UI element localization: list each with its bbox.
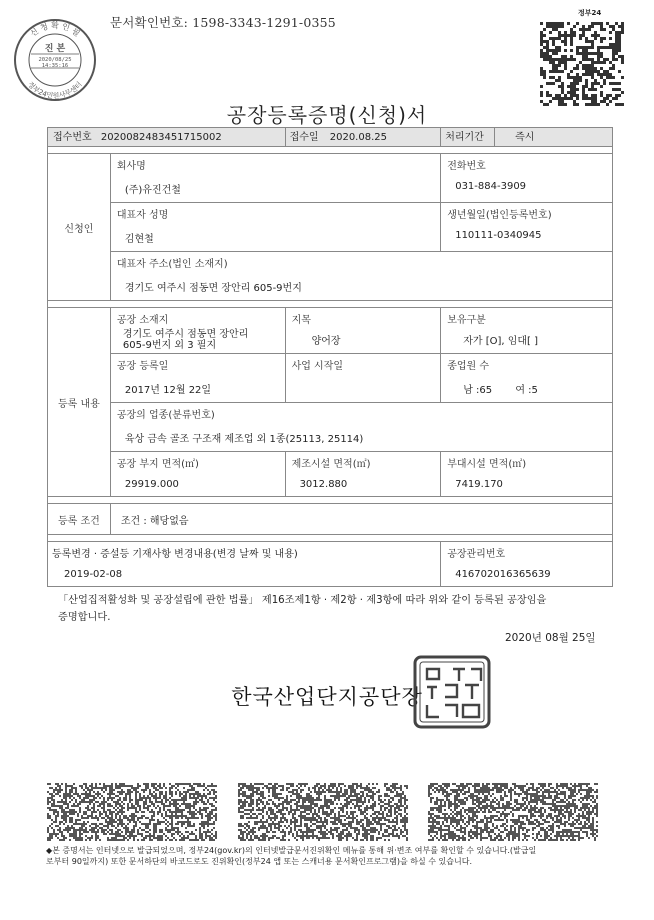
conditions-value: 조건 : 해당없음	[110, 504, 612, 535]
employees-female: 여 :5	[515, 385, 538, 396]
site-area-label: 공장 부지 면적(㎡)	[116, 459, 199, 470]
processing-period-value: 즉시	[495, 128, 613, 147]
birth-label: 생년월일(법인등록번호)	[447, 210, 552, 221]
ownership-value: 자가 [O], 임대[ ]	[463, 336, 539, 347]
applicant-row-2	[48, 203, 613, 252]
aux-area-value: 7419.170	[455, 479, 503, 490]
registration-row-2	[48, 354, 613, 403]
form-table	[47, 127, 613, 587]
location-line2: 605-9번지 외 3 필지	[122, 340, 217, 351]
ownership-label: 보유구분	[447, 315, 486, 326]
mgmt-number-label: 공장관리번호	[447, 549, 506, 560]
changes-label: 등록변경 · 증설등 기재사항 변경내용(변경 날짜 및 내용)	[52, 549, 298, 560]
location-line1: 경기도 여주시 점동면 장안리	[122, 329, 249, 340]
qr-code-icon	[540, 22, 624, 106]
seal-center-text: 진 본	[44, 44, 66, 54]
conditions-section-label: 등록 조건	[48, 504, 111, 535]
company-label: 회사명	[116, 161, 146, 172]
employees-label: 종업원 수	[447, 361, 490, 372]
qr-code	[540, 9, 624, 106]
company-value: (주)유진건철	[124, 185, 181, 196]
registration-row-3	[48, 403, 613, 452]
seal-top-text: 신 청 확 인 필	[28, 21, 82, 39]
svg-text:정부24민원사무센터	[26, 80, 84, 100]
representative-label: 대표자 성명	[116, 210, 169, 221]
footer-line-2: 로부터 90일까지) 또한 문서하단의 바코드로도 진위확인(정부24 앱 또는 스캐너용 문서확인프로그램)을 하실 수 있습니다.	[46, 857, 472, 866]
seal-time: 14:35:16	[41, 63, 69, 69]
industry-value: 육상 금속 골조 구조재 제조업 외 1종(25113, 25114)	[124, 434, 364, 445]
site-area-value: 29919.000	[124, 479, 179, 490]
receipt-row	[48, 128, 613, 147]
location-label: 공장 소재지	[116, 315, 169, 326]
applicant-section-label: 신청인	[48, 154, 111, 301]
land-category-label: 지목	[291, 315, 311, 326]
reg-date-value: 2017년 12월 22일	[124, 385, 212, 396]
reg-date-label: 공장 등록일	[116, 361, 169, 372]
changes-row	[48, 542, 613, 587]
registration-row-1	[48, 308, 613, 354]
official-stamp-icon	[413, 655, 491, 729]
land-category-value: 양어장	[311, 336, 341, 347]
aux-area-label: 부대시설 면적(㎡)	[447, 459, 527, 470]
applicant-row-1	[48, 154, 613, 203]
receipt-number-value: 2020082483451715002	[100, 132, 222, 143]
doc-check-number: 문서확인번호: 1598-3343-1291-0355	[110, 15, 336, 30]
employees-male: 남 :65	[463, 385, 493, 396]
page-title: 공장등록증명(신청)서	[226, 103, 428, 127]
address-value: 경기도 여주시 점동면 장안리 605-9번지	[124, 283, 302, 294]
seal-bottom-text: 정부24민원사무센터	[26, 80, 84, 101]
notice-line-2: 증명합니다.	[58, 612, 111, 623]
svg-text:신 청 확 인 필	[28, 20, 82, 38]
receipt-date-label: 접수일	[289, 132, 319, 143]
barcode-3	[428, 783, 598, 841]
footer-notice	[46, 845, 621, 867]
footer-line-1: ◆본 증명서는 인터넷으로 발급되었으며, 정부24(gov.kr)의 인터넷발급문서진위확인 메뉴를 통해 위·변조 여부를 확인할 수 있습니다.(발급일	[46, 846, 537, 855]
authenticity-seal-icon	[13, 18, 97, 102]
phone-value: 031-884-3909	[455, 181, 527, 192]
applicant-row-3	[48, 252, 613, 301]
certification-notice	[58, 592, 603, 626]
receipt-date-value: 2020.08.25	[329, 132, 387, 143]
notice-line-1: 「산업집적활성화 및 공장설립에 관한 법률」 제16조제1항 · 제2항 · 제3항에 따라 위와 같이 등록된 공장임을	[58, 595, 547, 606]
address-label: 대표자 주소(법인 소재지)	[116, 259, 228, 270]
receipt-number-label: 접수번호	[53, 132, 92, 143]
issue-date: 2020년 08월 25일	[505, 632, 596, 644]
phone-label: 전화번호	[447, 161, 486, 172]
seal-date: 2020/08/25	[38, 57, 72, 63]
barcode-1	[47, 783, 217, 841]
representative-value: 김현철	[124, 234, 154, 245]
mfg-area-label: 제조시설 면적(㎡)	[291, 459, 371, 470]
start-date-value	[286, 372, 441, 387]
issuer-name: 한국산업단지공단장	[231, 685, 423, 709]
barcode-2	[238, 783, 408, 841]
start-date-label: 사업 시작일	[291, 361, 344, 372]
changes-value: 2019-02-08	[64, 569, 123, 580]
conditions-row	[48, 504, 613, 535]
gov24-mark: 정부24	[578, 9, 602, 17]
birth-value: 110111-0340945	[455, 230, 542, 241]
industry-label: 공장의 업종(분류번호)	[116, 410, 215, 421]
processing-period-label: 처리기간	[441, 128, 495, 147]
mfg-area-value: 3012.880	[299, 479, 348, 490]
registration-row-4	[48, 452, 613, 497]
registration-section-label: 등록 내용	[48, 308, 111, 497]
mgmt-number-value: 416702016365639	[455, 569, 551, 580]
